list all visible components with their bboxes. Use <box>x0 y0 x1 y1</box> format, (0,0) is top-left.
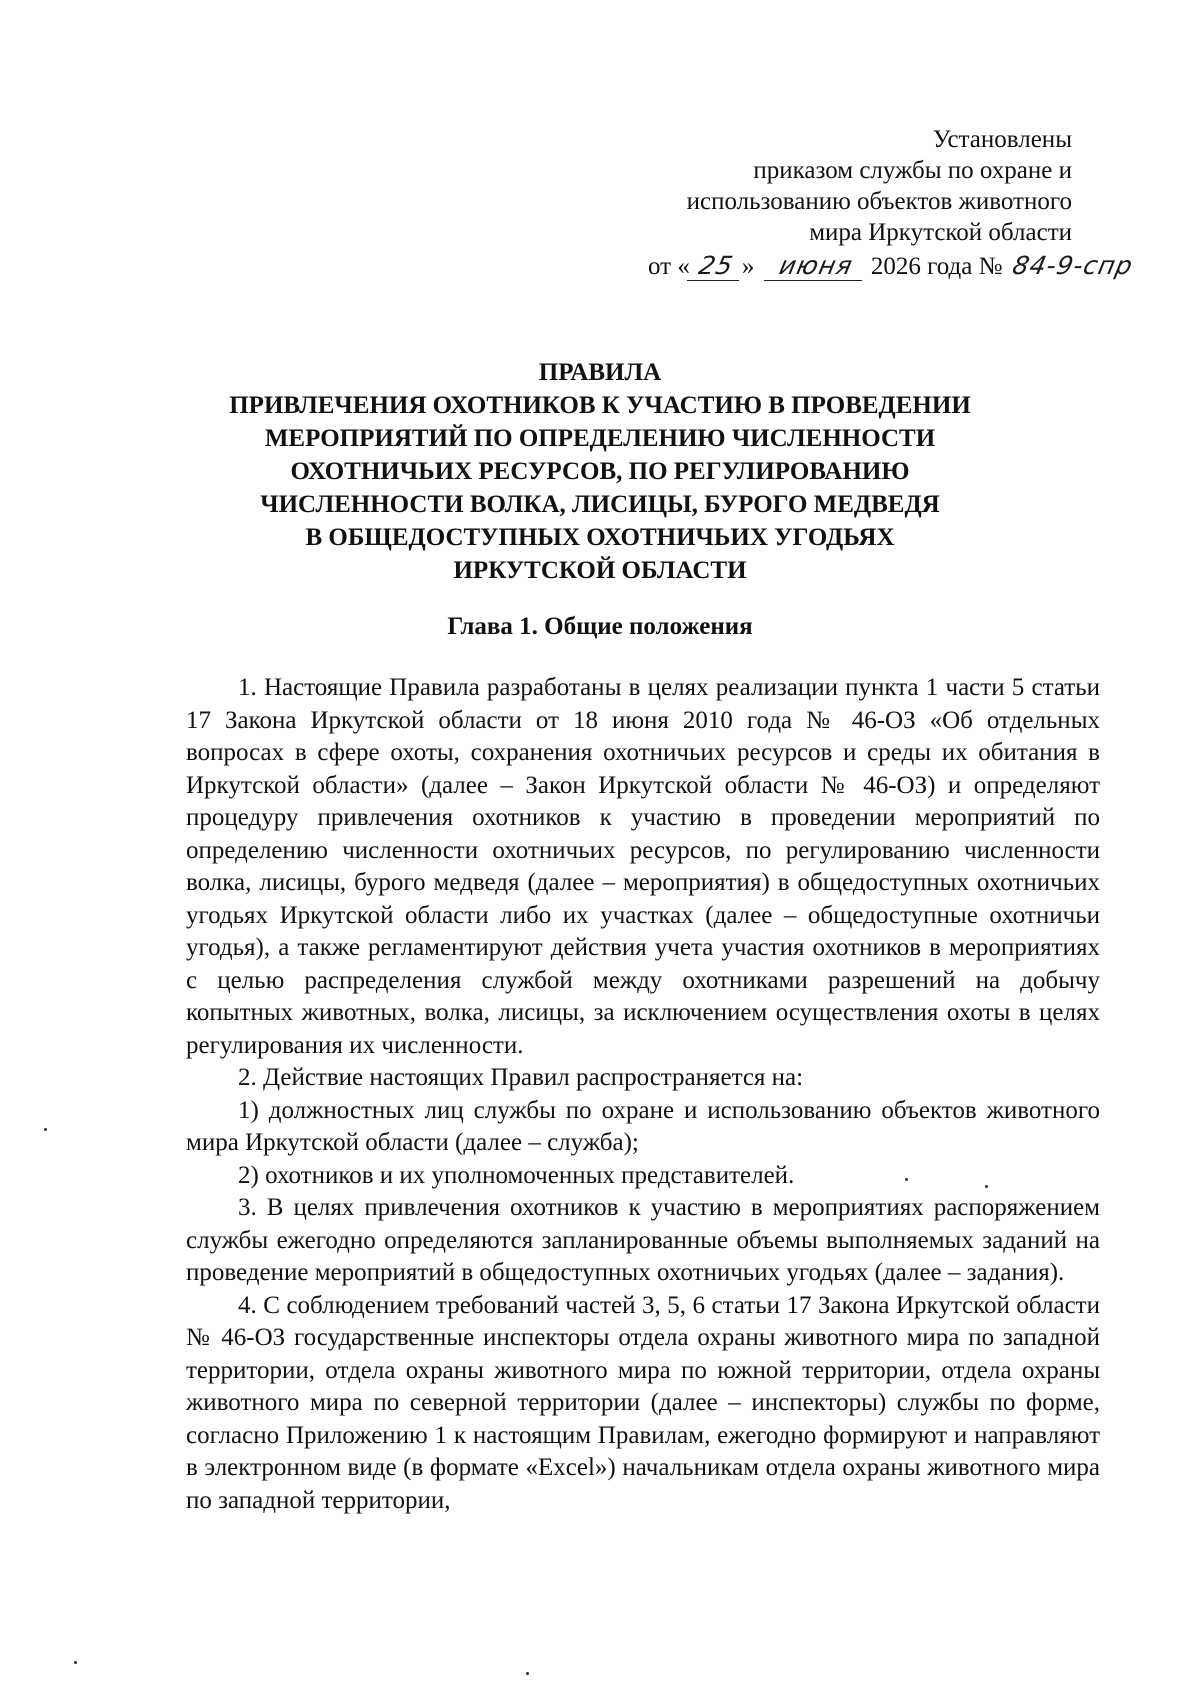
handwritten-month: июня <box>764 252 868 281</box>
title-line: ЧИСЛЕННОСТИ ВОЛКА, ЛИСИЦЫ, БУРОГО МЕДВЕДЯ <box>260 491 940 518</box>
paragraph: 2. Действие настоящих Правил распространяется на: <box>238 1064 804 1091</box>
title-line: В ОБЩЕДОСТУПНЫХ ОХОТНИЧЬИХ УГОДЬЯХ <box>305 524 895 551</box>
body-text <box>186 672 1100 1517</box>
approval-line: приказом службы по охране и <box>753 157 1072 184</box>
approval-date-line <box>648 250 1165 284</box>
title-line: МЕРОПРИЯТИЙ ПО ОПРЕДЕЛЕНИЮ ЧИСЛЕННОСТИ <box>264 425 936 452</box>
paragraph: 2) охотников и их уполномоченных представителей. <box>238 1161 795 1189</box>
paragraph: 4. С соблюдением требований частей 3, 5, 6 статьи 17 Закона Иркутской области № 46-ОЗ государственные инспекторы отдела охраны животного мира по западной территории, отдела охраны животного мира по южной территории, отдела охраны животного мира по северной территории (далее – инспекторы) службы по форме, согласно Приложению 1 к настоящим Правилам, ежегодно формируют и направляют в электронном виде (в формате «Excel») начальникам отдела охраны животного мира по западной территории, <box>186 1291 1100 1514</box>
chapter-heading: Глава 1. Общие положения <box>447 613 753 640</box>
paragraph: 1) должностных лиц службы по охране и использованию объектов животного мира Иркутской области (далее – служба); <box>186 1096 1100 1156</box>
title-line: ИРКУТСКОЙ ОБЛАСТИ <box>453 557 747 584</box>
approval-line: использованию объектов животного <box>686 188 1072 215</box>
approval-line: Установлены <box>932 126 1072 153</box>
date-year-text: 2026 года № <box>870 253 1003 280</box>
scan-speck <box>74 1661 77 1664</box>
title-line: ОХОТНИЧЬИХ РЕСУРСОВ, ПО РЕГУЛИРОВАНИЮ <box>290 458 910 485</box>
handwritten-day: 25 <box>687 252 745 281</box>
date-prefix: от « <box>648 253 690 280</box>
scan-speck <box>526 1672 529 1675</box>
date-quote-close: » <box>741 253 755 280</box>
scan-speck <box>905 1178 908 1181</box>
approval-line: мира Иркутской области <box>809 219 1072 246</box>
scan-speck <box>985 1185 988 1188</box>
paragraph: 1. Настоящие Правила разработаны в целях реализации пункта 1 части 5 статьи 17 Закона Иркутской области от 18 июня 2010 года № 46-ОЗ «Об отдельных вопросах в сфере охоты, сохранения охотничьих ресурсов и среды их обитания в Иркутской области» (далее – Закон Иркутской области № 46-ОЗ) и определяют процедуру привлечения охотников к участию в проведении мероприятий по определению численности охотничьих ресурсов, по регулированию численности волка, лисицы, бурого медведя (далее – мероприятия) в общедоступных охотничьих угодьях Иркутской области либо их участках (далее – общедоступные охотничьи угодья), а также регламентируют действия учета участия охотников в мероприятиях с целью распределения службой между охотниками разрешений на добычу копытных животных, волка, лисицы, за исключением осуществления охоты в целях регулирования их численности. <box>186 674 1100 1059</box>
paragraph: 3. В целях привлечения охотников к участию в мероприятиях распоряжением службы ежегодно определяются запланированные объемы выполняемых заданий на проведение мероприятий в общедоступных охотничьих угодьях (далее – задания). <box>186 1194 1100 1286</box>
approval-stamp <box>512 124 1072 248</box>
document-title <box>150 356 1050 587</box>
handwritten-order-number: 84-9-спр <box>1009 251 1136 280</box>
title-line: ПРИВЛЕЧЕНИЯ ОХОТНИКОВ К УЧАСТИЮ В ПРОВЕДЕНИИ <box>229 392 971 419</box>
scan-speck <box>44 1128 47 1131</box>
title-line: ПРАВИЛА <box>538 359 662 386</box>
